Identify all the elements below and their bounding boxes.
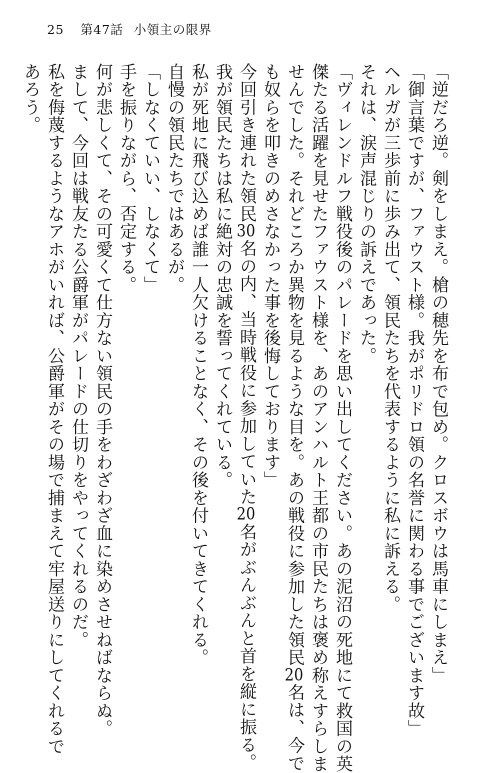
- chapter-title: 小領主の限界: [133, 22, 212, 37]
- text-line: 「しなくていい、しなくて」: [140, 63, 160, 294]
- vertical-body-text: [18, 63, 450, 773]
- text-line: 手を振りながら、否定する。: [116, 63, 136, 294]
- text-line: 傑たる活躍を見せたファウスト様を、あのアンハルト王都の市民たちは褒め称えすらしま: [308, 63, 328, 773]
- page-number: 25: [47, 22, 64, 37]
- text-line: 我が領民たちは私に絶対の忠誠を誓ってくれている。: [212, 63, 232, 489]
- text-line: 自慢の領民たちではあるが。: [164, 63, 184, 294]
- text-line: それは、涙声混じりの訴えであった。: [356, 63, 376, 365]
- text-line: せんでした。それどころか異物を見るような目を。あの戦役に参加した領民20名は、今で: [284, 63, 304, 773]
- text-line: 何が悲しくて、その可愛くて仕方ない領民の手をわざわざ血に染めさせねばならぬ。: [92, 63, 112, 738]
- text-line: まして、今回は戦友たる公爵軍がパレードの仕切りをやってくれるのだ。: [68, 63, 88, 649]
- text-line: も奴らを叩きのめさなかった事を後悔しております」: [260, 63, 280, 489]
- running-header: [47, 20, 212, 38]
- text-line: 今回引き連れた領民30名の内、当時戦役に参加していた20名がぶんぶんと首を縦に振る。: [236, 63, 256, 772]
- text-line: 「ヴィレンドルフ戦役後のパレードを思い出してください。あの泥沼の死地にて救国の英: [332, 63, 352, 773]
- chapter-number: 第47話: [80, 22, 124, 37]
- text-line: 「御言葉ですが、ファウスト様。我がポリドロ領の名誉に関わる事でございます故」: [404, 63, 424, 738]
- text-line: あろう。: [20, 63, 40, 134]
- text-line: 「逆だろ逆。剣をしまえ。槍の穂先を布で包め。クロスボウは馬車にしまえ」: [428, 63, 448, 685]
- text-line: 私が死地に飛び込めば誰一人欠けることなく、その後を付いてきてくれる。: [188, 63, 208, 667]
- text-line: ヘルガが三歩前に歩み出て、領民たちを代表するように私に訴える。: [380, 63, 400, 614]
- text-line: 私を侮蔑するようなアホがいれば、公爵軍がその場で捕まえて牢屋送りにしてくれるで: [44, 63, 64, 756]
